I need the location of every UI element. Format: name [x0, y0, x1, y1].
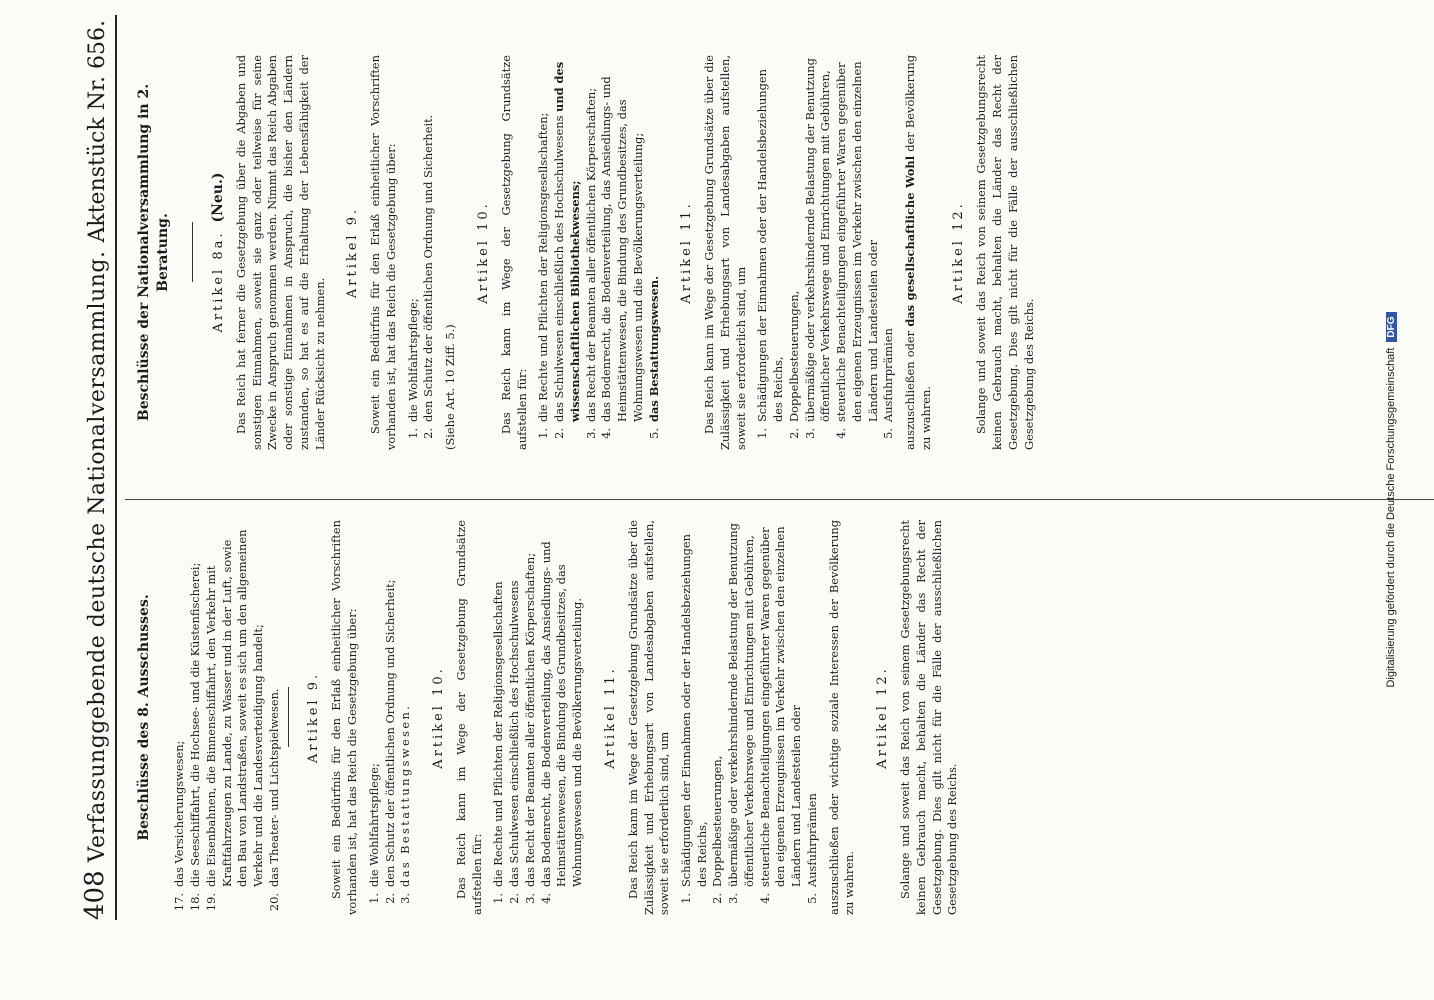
item-text: den Schutz der öffentlichen Ordnung und Sicherheit.: [421, 114, 436, 422]
item-number: 3.: [522, 893, 537, 904]
section-rule: [192, 223, 193, 283]
item-number: 3.: [398, 893, 413, 904]
item-number: 2.: [421, 428, 436, 439]
item-number: 2.: [382, 893, 397, 904]
list-item: [787, 55, 803, 450]
item-number: 4.: [538, 893, 553, 904]
closing-part: der Bevölkerung zu wahren.: [902, 55, 933, 450]
document-reference: Aktenstück Nr. 656.: [85, 20, 110, 243]
item-text: Schädigungen der Einnahmen oder der Handelsbeziehungen des Reichs,: [679, 534, 709, 887]
item-number: 5.: [804, 893, 819, 904]
article-8a-label: Artikel 8a.: [210, 230, 226, 333]
item-text: Ausfuhrprämien: [804, 793, 819, 887]
article-9-note: (Siehe Art. 10 Ziff. 5.): [443, 324, 458, 450]
item-number: 4.: [834, 428, 849, 439]
item-text: das Recht der Beamten aller öffentlichen Körperschaften;: [583, 87, 598, 422]
item-number: 2.: [786, 428, 801, 439]
item-text: das Versicherungswesen;: [172, 740, 187, 887]
digitization-credit: [1385, 0, 1397, 1000]
article-9-title-right: Artikel 9.: [345, 206, 361, 299]
list-item: [507, 520, 523, 915]
list-item: [204, 520, 267, 915]
list-item: [188, 520, 204, 915]
item-text: das Theater- und Lichtspielwesen.: [266, 688, 281, 887]
page-number: 408: [80, 870, 110, 920]
list-item: [805, 520, 821, 915]
item-text: übermäßige oder verkehrshindernde Belastung der Benutzung öffentlicher Verkehrswege und Einrichtungen mit Gebühren,: [726, 523, 756, 887]
item-number: 5.: [881, 428, 896, 439]
article-10-text-right: Das Reich kann im Wege der Gesetzgebung Grundsätze aufstellen für:: [498, 55, 529, 450]
item-text: das Bestattungswesen.: [398, 703, 413, 887]
item-number: 1.: [366, 893, 381, 904]
item-text: steuerliche Benachteiligungen eingeführter Waren gegenüber den eigenen Erzeugnissen im Verkehr zwischen den einzelnen Ländern und Landesteilen oder: [757, 526, 804, 887]
item-text: [552, 55, 583, 422]
item-text: Schädigungen der Einnahmen oder der Handelsbeziehungen des Reichs,: [755, 69, 786, 422]
page-header: [70, 20, 110, 920]
closing-part: auszuschließen oder: [902, 330, 917, 450]
item-text: die Wohlfahrtspflege;: [366, 763, 381, 887]
article-11-list-left: [679, 520, 821, 915]
item-text: die Rechte und Pflichten der Religionsgesellschaften;: [536, 112, 551, 422]
amendment-highlight: das gesellschaftliche Wohl: [902, 155, 917, 327]
item-number: 1.: [755, 428, 770, 439]
article-11-list-right: [755, 55, 897, 450]
item-number: 3.: [726, 893, 741, 904]
list-item: [599, 55, 646, 450]
article-11-title-right: Artikel 11.: [679, 201, 695, 304]
item-text: die Seeschiffahrt, die Hochsee- und die Küstenfischerei;: [188, 562, 203, 887]
item-number: 2.: [507, 893, 522, 904]
left-column: [135, 520, 1275, 915]
item-number: 17.: [172, 893, 187, 912]
credit-text: Digitalisierung gefördert durch die Deutsche Forschungsgemeinschaft: [1385, 347, 1397, 688]
item-text: die Eisenbahnen, die Binnenschiffahrt, den Verkehr mit Kraftfahrzeugen zu Lande, zu Wasser und in der Luft, sowie den Bau von Landstraßen, soweit es sich um den allgemeinen Verkehr und die Landesverteidigung handelt;: [203, 529, 265, 887]
intro-list: [172, 520, 282, 915]
article-11-text-left: Das Reich kann im Wege der Gesetzgebung Grundsätze über die Zulässigkeit und Erhebungsart von Landesabgaben aufstellen, soweit sie erforderlich sind, um: [625, 520, 672, 915]
item-text: steuerliche Benachteiligungen eingeführter Waren gegenüber den eigenen Erzeugnissen im Verkehr zwischen den einzelnen Ländern und Landesteilen oder: [834, 61, 880, 422]
item-text: das Bodenrecht, die Bodenverteilung, das Ansiedlungs- und Heimstättenwesen, die Bindung des Grundbesitzes, das Wohnungswesen und die Bevölkerungsverteilung;: [599, 76, 645, 422]
running-title: Verfassunggebende deutsche Nationalversammlung.: [85, 250, 110, 863]
item-number: 1.: [491, 893, 506, 904]
article-11-text-right: Das Reich kann im Wege der Gesetzgebung Grundsätze über die Zulässigkeit und Erhebungsart von Landesabgaben aufstellen, soweit sie erforderlich sind, um: [702, 55, 748, 450]
item-text: Ausfuhrprämien: [881, 328, 896, 422]
article-12-title-right: Artikel 12.: [951, 201, 967, 304]
article-11-closing-left: auszuschließen oder wichtige soziale Interessen der Bevölkerung zu wahren.: [826, 520, 857, 915]
item-number: 3.: [583, 428, 598, 439]
column-divider: [125, 499, 1434, 500]
list-item: [755, 55, 786, 450]
new-article-tag: (Neu.): [209, 172, 226, 223]
article-10-title-left: Artikel 10.: [431, 666, 447, 769]
list-item: [267, 520, 283, 915]
item-text: die Wohlfahrtspflege;: [405, 298, 420, 422]
article-9-text-right: Soweit ein Bedürfnis für den Erlaß einheitlicher Vorschriften vorhanden ist, hat das Reich die Gesetzgebung über:: [368, 55, 399, 450]
amendment-highlight: das Bestattungswesen.: [646, 275, 661, 422]
amendment-highlight: und des wissenschaftlichen Bibliothekwesens;: [552, 61, 582, 422]
item-number: 2.: [552, 428, 567, 439]
item-number: 1.: [679, 893, 694, 904]
list-item: [523, 520, 539, 915]
article-12-text-left: Solange und soweit das Reich von seinem Gesetzgebungsrecht keinen Gebrauch macht, behalten die Länder das Recht der Gesetzgebung. Dies gilt nicht für die Fälle der ausschließlichen Gesetzgebung des Reichs.: [898, 520, 960, 915]
item-text: die Rechte und Pflichten der Religionsgesellschaften: [491, 581, 506, 887]
list-item: [584, 55, 600, 450]
article-10-text-left: Das Reich kann im Wege der Gesetzgebung Grundsätze aufstellen für:: [454, 520, 484, 915]
right-column-heading: Beschlüsse der Nationalversammlung in 2. Beratung.: [136, 83, 172, 422]
item-text-part: das Schulwesen einschließlich des Hochschulwesens: [552, 115, 567, 422]
item-text: Doppelbesteuerungen,: [710, 755, 725, 887]
article-12-title-left: Artikel 12.: [875, 666, 891, 769]
list-item: [710, 520, 726, 915]
list-item: [758, 520, 805, 915]
list-item: [383, 520, 399, 915]
article-10-list-right: [536, 55, 662, 450]
header-rule: [115, 15, 117, 920]
item-number: 4.: [757, 893, 772, 904]
dfg-logo: DFG: [1386, 312, 1397, 341]
item-text: das Schulwesen einschließlich des Hochschulwesens: [507, 580, 522, 887]
article-11-closing-right: [903, 55, 934, 450]
item-number: 19.: [203, 893, 218, 912]
article-9-list-left: [367, 520, 414, 915]
list-item: [647, 55, 663, 450]
article-9-list-right: [406, 55, 437, 450]
list-item: [172, 520, 188, 915]
article-10-title-right: Artikel 10.: [475, 201, 491, 304]
item-text: Doppelbesteuerungen,: [786, 290, 801, 422]
item-text: das Recht der Beamten aller öffentlichen Körperschaften;: [522, 552, 537, 887]
item-number: 4.: [599, 428, 614, 439]
list-item: [834, 55, 881, 450]
list-item: [881, 55, 897, 450]
article-11-title-left: Artikel 11.: [602, 666, 618, 769]
list-item: [536, 55, 552, 450]
list-item: [398, 520, 414, 915]
item-text: das Bodenrecht, die Bodenverteilung, das Ansiedlungs- und Heimstättenwesen, die Bindung des Grundbesitzes, das Wohnungswesen und die Bevölkerungsverteilung.: [538, 541, 585, 887]
list-item: [367, 520, 383, 915]
list-item: [552, 55, 583, 450]
article-9-title-left: Artikel 9.: [306, 671, 322, 764]
list-item: [491, 520, 507, 915]
right-column: [135, 55, 1275, 450]
item-text: übermäßige oder verkehrshindernde Belastung der Benutzung öffentlicher Verkehrswege und Einrichtungen mit Gebühren,: [802, 58, 833, 422]
item-number: 1.: [536, 428, 551, 439]
item-number: 20.: [266, 893, 281, 912]
article-12-text-right: Solange und soweit das Reich von seinem Gesetzgebungsrecht keinen Gebrauch macht, behalten die Länder das Recht der Gesetzgebung. Dies gilt nicht für die Fälle der ausschließlichen Gesetzgebung des Reichs.: [974, 55, 1036, 450]
item-number: 2.: [710, 893, 725, 904]
item-text: den Schutz der öffentlichen Ordnung und Sicherheit;: [382, 579, 397, 887]
article-10-list-left: [491, 520, 585, 915]
item-number: 3.: [802, 428, 817, 439]
item-number: 18.: [188, 893, 203, 912]
list-item: [679, 520, 710, 915]
item-number: 5.: [646, 428, 661, 439]
list-item: [539, 520, 586, 915]
item-number: 1.: [405, 428, 420, 439]
list-item: [406, 55, 422, 450]
article-8a-title: [209, 55, 228, 450]
list-item: [421, 55, 437, 450]
list-item: [803, 55, 834, 450]
list-item: [726, 520, 757, 915]
article-9-text-left: Soweit ein Bedürfnis für den Erlaß einheitlicher Vorschriften vorhanden ist, hat das Reich die Gesetzgebung über:: [329, 520, 360, 915]
article-8a-text: Das Reich hat ferner die Gesetzgebung über die Abgaben und sonstigen Einnahmen, soweit sie ganz oder teilweise für seine Zwecke in Anspruch genommen werden. Nimmt das Reich Abgaben oder sonstige Einnahmen in Anspruch, die bisher den Ländern zustanden, so hat es auf die Erhaltung der Lebensfähigkeit der Länder Rücksicht zu nehmen.: [233, 55, 327, 450]
section-rule: [288, 688, 289, 748]
left-column-heading: Beschlüsse des 8. Ausschusses.: [136, 594, 152, 841]
